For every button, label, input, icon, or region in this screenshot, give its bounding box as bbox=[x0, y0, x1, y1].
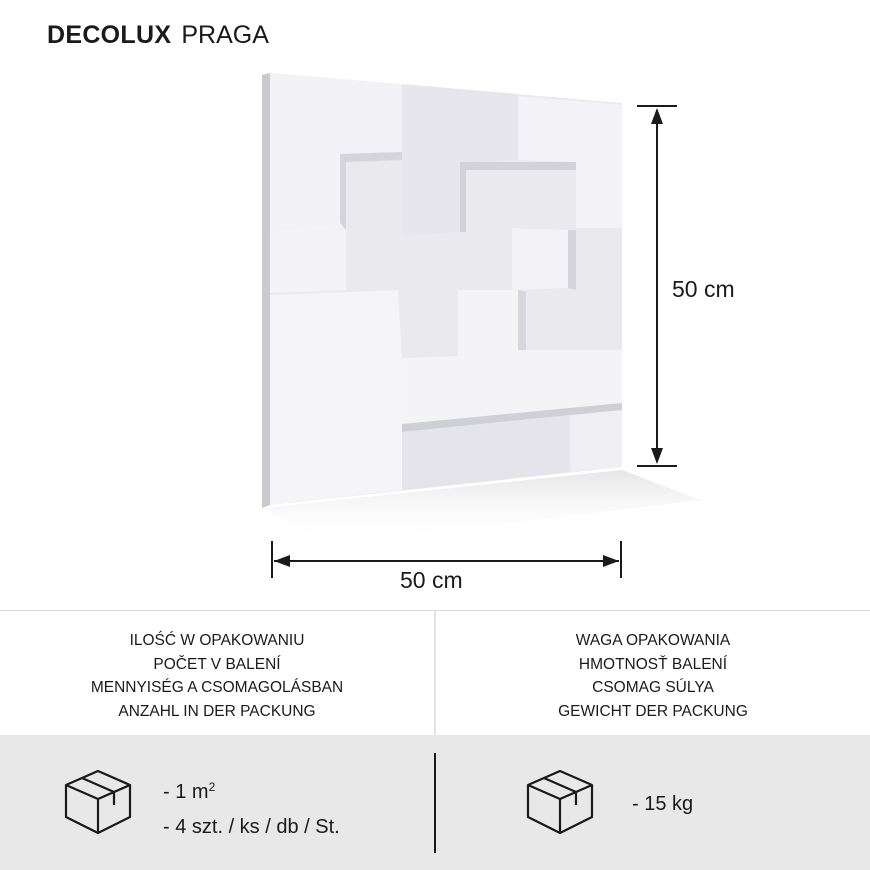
quantity-label-cs: POČET V BALENÍ bbox=[153, 655, 281, 673]
package-info-values bbox=[0, 735, 870, 870]
weight-labels bbox=[436, 629, 870, 723]
width-label: 50 cm bbox=[400, 567, 463, 593]
panel-side-edge bbox=[262, 73, 270, 508]
weight-label-hu: CSOMAG SÚLYA bbox=[592, 679, 714, 696]
quantity-label-de: ANZAHL IN DER PACKUNG bbox=[118, 702, 316, 720]
package-info-header bbox=[0, 610, 870, 736]
model-name: PRAGA bbox=[181, 21, 269, 49]
weight-label-cs: HMOTNOSŤ BALENÍ bbox=[578, 655, 728, 673]
brand-name: DECOLUX bbox=[47, 21, 172, 49]
box-icon bbox=[524, 765, 596, 837]
quantity-label-pl: ILOŚĆ W OPAKOWANIU bbox=[129, 632, 305, 649]
weight-label-de: GEWICHT DER PACKUNG bbox=[558, 702, 748, 720]
area-value: - 1 $m^2$ bbox=[163, 780, 216, 803]
weight-label-pl: WAGA OPAKOWANIA bbox=[575, 632, 731, 649]
height-dimension-line bbox=[637, 106, 677, 466]
quantity-labels bbox=[0, 629, 434, 723]
quantity-label-hu: MENNYISÉG A CSOMAGOLÁSBAN bbox=[90, 679, 344, 696]
box-icon bbox=[62, 765, 134, 837]
weight-value: - 15 kg bbox=[632, 793, 694, 815]
values-divider bbox=[434, 753, 436, 853]
piece-count: - 4 szt. / ks / db / St. bbox=[163, 816, 340, 838]
height-label: 50 cm bbox=[672, 276, 735, 302]
